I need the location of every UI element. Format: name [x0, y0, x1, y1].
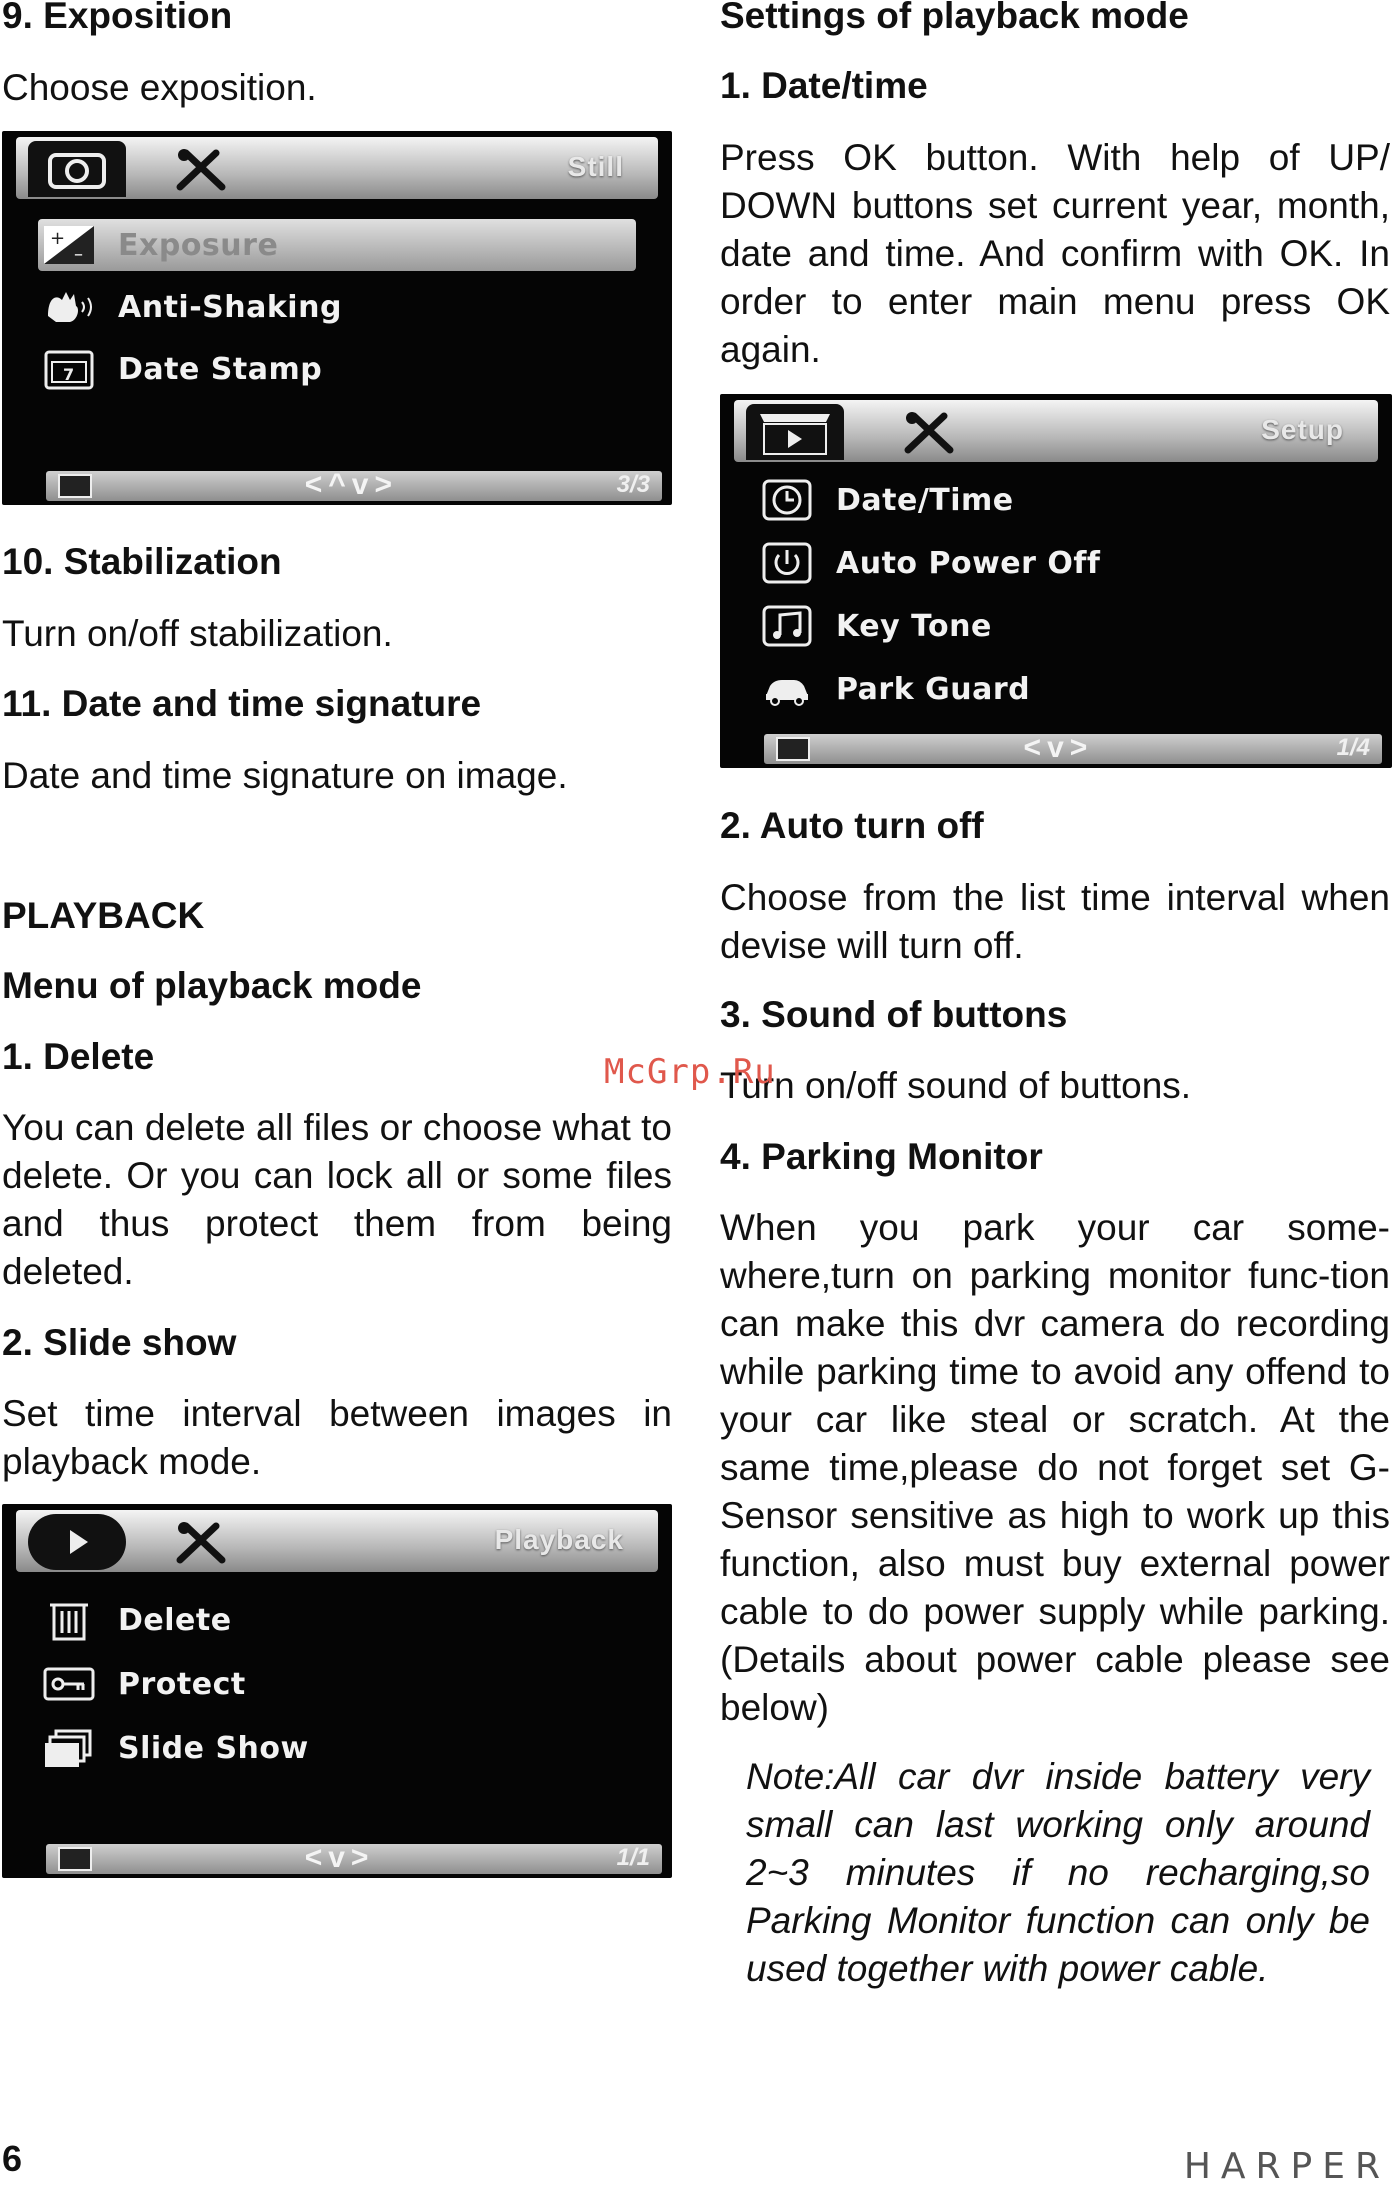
battery-note: Note:All car dvr inside battery very small can last working only around 2~3 minutes if no recharging,so Parking Monitor function can only be used together with power cable. [746, 1756, 1370, 1989]
menu-item-park-guard [756, 663, 1356, 715]
menu-item-date-time [756, 474, 1356, 526]
tools-icon [172, 145, 232, 193]
brand-logo: HARPER [1183, 2146, 1390, 2187]
menu-item-label: Protect [118, 1666, 246, 1702]
section-delete-text: You can delete all files or choose what to delete. Or you can lock all or some files and thus protect them from being deleted. [2, 1107, 672, 1292]
menu-status-bar [46, 468, 662, 501]
playback-tab-title: Playback [494, 1524, 624, 1555]
section-stabilization-text: Turn on/off stabilization. [2, 613, 393, 654]
section-date-signature-text: Date and time signature on image. [2, 755, 568, 796]
menu-item-label: Auto Power Off [836, 545, 1101, 581]
section-slide-show-text: Set time interval between images in playback mode. [2, 1393, 672, 1482]
section-exposition-title: 9. Exposition [2, 0, 233, 36]
section-auto-turn-off-text: Choose from the list time interval when devise will turn off. [720, 877, 1390, 966]
navigation-arrows: <^v> [304, 468, 398, 501]
still-menu-screenshot [2, 131, 672, 505]
camera-tab [28, 141, 126, 197]
key-icon [42, 1663, 96, 1705]
menu-item-label: Slide Show [118, 1730, 309, 1766]
playback-heading: PLAYBACK [2, 895, 205, 936]
menu-icon [776, 737, 810, 761]
section-stabilization-title: 10. Stabilization [2, 541, 282, 582]
video-tab [746, 404, 844, 460]
setup-menu-screenshot [720, 394, 1392, 768]
clapper-icon [746, 404, 844, 460]
settings-heading: Settings of playback mode [720, 0, 1189, 36]
menu-item-protect [38, 1658, 636, 1710]
section-date-time-title: 1. Date/time [720, 65, 928, 106]
section-delete-title: 1. Delete [2, 1036, 155, 1077]
menu-icon [58, 1847, 92, 1871]
watermark: McGrp.Ru [604, 1052, 776, 1092]
slides-icon [42, 1727, 96, 1769]
menu-item-label: Date Stamp [118, 351, 323, 387]
navigation-arrows: <v> [304, 1841, 375, 1874]
menu-item-exposure [38, 219, 636, 271]
exposure-icon [42, 224, 96, 266]
section-slide-show-title: 2. Slide show [2, 1322, 237, 1363]
navigation-arrows: <v> [1023, 731, 1094, 764]
hand-shake-icon [42, 286, 96, 328]
menu-item-label: Park Guard [836, 671, 1031, 707]
menu-item-label: Exposure [118, 227, 279, 263]
menu-icon [58, 474, 92, 498]
still-tab-title: Still [567, 151, 624, 182]
menu-item-label: Key Tone [836, 608, 992, 644]
power-icon [760, 542, 814, 584]
playback-menu-heading: Menu of playback mode [2, 965, 422, 1006]
menu-item-slide-show [38, 1722, 636, 1774]
menu-item-delete [38, 1594, 636, 1646]
setup-tab-title: Setup [1261, 414, 1344, 445]
clock-icon [760, 479, 814, 521]
tools-icon [172, 1518, 232, 1566]
page-indicator: 3/3 [616, 471, 650, 498]
tools-icon [900, 408, 960, 456]
page-indicator: 1/1 [616, 1844, 650, 1871]
menu-item-key-tone [756, 600, 1356, 652]
section-parking-monitor-text: When you park your car some-where,turn on parking monitor func-tion can make this dvr camera do recording while parking time to avoid any offend to your car like steal or scratch. At the same time,please do not forget set G-Sensor sensitive as high to work up this function, also must buy external power cable to do power supply while parking.(Details about power cable please see below) [720, 1207, 1390, 1728]
page-number: 6 [2, 2138, 23, 2179]
svg-text:+: + [50, 228, 66, 249]
menu-item-anti-shaking [38, 281, 636, 333]
section-auto-turn-off-title: 2. Auto turn off [720, 805, 984, 846]
play-icon [28, 1514, 126, 1570]
camera-icon [28, 141, 126, 197]
svg-text:–: – [74, 244, 83, 265]
section-sound-title: 3. Sound of buttons [720, 994, 1068, 1035]
section-date-signature-title: 11. Date and time signature [2, 683, 482, 724]
trash-icon [42, 1599, 96, 1641]
calendar-icon [42, 348, 96, 390]
section-parking-monitor-title: 4. Parking Monitor [720, 1136, 1043, 1177]
section-exposition-text: Choose exposition. [2, 67, 317, 108]
menu-item-label: Delete [118, 1602, 232, 1638]
section-sound-text: Turn on/off sound of buttons. [720, 1065, 1192, 1106]
svg-text:7: 7 [63, 365, 75, 384]
menu-item-label: Anti-Shaking [118, 289, 342, 325]
menu-item-label: Date/Time [836, 482, 1014, 518]
playback-menu-screenshot [2, 1504, 672, 1878]
section-date-time-text: Press OK button. With help of UP/ DOWN buttons set current year, month, date and time. And confirm with OK. In order to enter main menu press OK again. [720, 137, 1390, 370]
music-note-icon [760, 605, 814, 647]
playback-tab [28, 1514, 126, 1570]
menu-item-date-stamp [38, 343, 636, 395]
menu-status-bar [764, 731, 1382, 764]
page-indicator: 1/4 [1336, 734, 1370, 761]
menu-item-auto-power-off [756, 537, 1356, 589]
car-icon [760, 668, 814, 710]
menu-status-bar [46, 1841, 662, 1874]
